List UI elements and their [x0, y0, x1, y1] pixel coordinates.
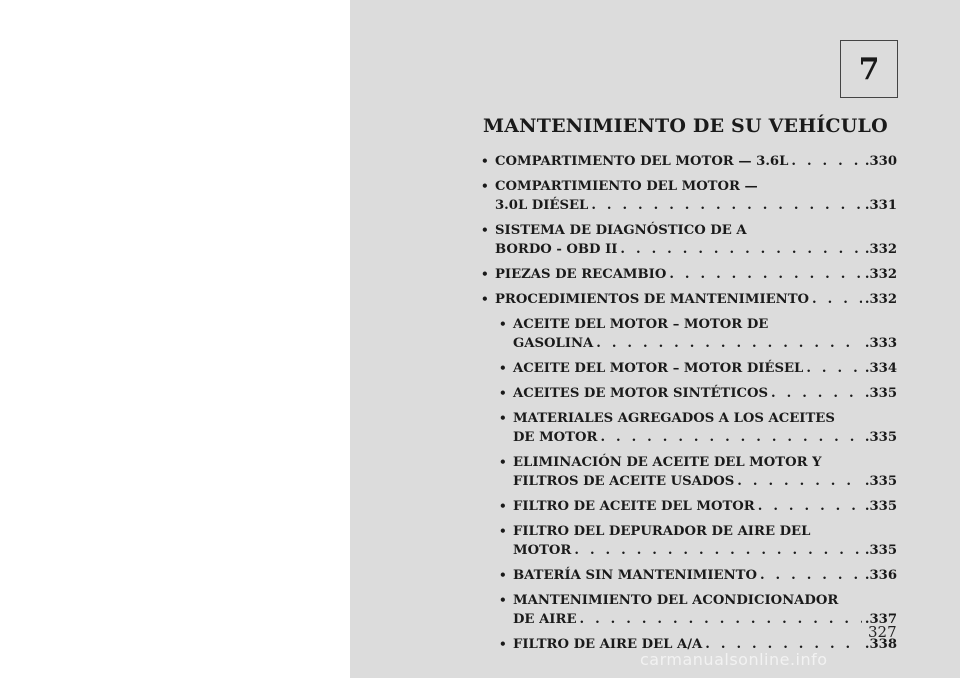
- watermark: carmanualsonline.info: [640, 650, 828, 669]
- toc-entry-title: ACEITE DEL MOTOR – MOTOR DE: [513, 317, 769, 332]
- bullet-icon: •: [499, 411, 507, 425]
- toc-entry-title: FILTRO DE ACEITE DEL MOTOR: [513, 499, 755, 514]
- bullet-icon: •: [499, 637, 507, 651]
- toc-entry-title-continued: DE MOTOR: [513, 430, 598, 445]
- toc-subentry[interactable]: [499, 566, 897, 585]
- dot-leader: [812, 290, 862, 309]
- toc-entry-page: .334: [864, 361, 897, 376]
- dot-leader: [574, 541, 862, 560]
- blank-left-page: [0, 0, 350, 678]
- toc-entry-title-continued: 3.0L DIÉSEL: [495, 198, 589, 213]
- toc-entry-title: PIEZAS DE RECAMBIO: [495, 267, 667, 282]
- bullet-icon: •: [481, 223, 489, 237]
- toc-entry-title-continued: BORDO - OBD II: [495, 242, 618, 257]
- toc-entry-page: .333: [864, 336, 897, 351]
- toc-subentry[interactable]: [499, 497, 897, 516]
- toc-entry-title-continued: GASOLINA: [513, 336, 594, 351]
- dot-leader: [580, 610, 862, 629]
- toc-subentry[interactable]: [499, 409, 897, 447]
- bullet-icon: •: [481, 292, 489, 306]
- toc-entry-page: .335: [864, 474, 897, 489]
- toc-subentry[interactable]: [499, 359, 897, 378]
- bullet-icon: •: [499, 455, 507, 469]
- bullet-icon: •: [481, 267, 489, 281]
- toc-subentry[interactable]: [499, 453, 897, 491]
- toc-entry-title-continued: FILTROS DE ACEITE USADOS: [513, 474, 735, 489]
- dot-leader: [806, 359, 862, 378]
- bullet-icon: •: [499, 361, 507, 375]
- table-of-contents: [481, 152, 897, 660]
- toc-subentry[interactable]: [499, 522, 897, 560]
- chapter-number: 7: [858, 51, 880, 87]
- toc-entry-page: .338: [864, 637, 897, 652]
- toc-entry-page: .335: [864, 499, 897, 514]
- dot-leader: [669, 265, 862, 284]
- toc-entry-page: .332: [864, 267, 897, 282]
- toc-entry-page: .332: [864, 292, 897, 307]
- toc-entry[interactable]: [481, 290, 897, 309]
- toc-entry-title-continued: MOTOR: [513, 543, 572, 558]
- dot-leader: [591, 196, 862, 215]
- toc-entry-page: .332: [864, 242, 897, 257]
- toc-entry-title: SISTEMA DE DIAGNÓSTICO DE A: [495, 223, 747, 238]
- toc-entry-title: MANTENIMIENTO DEL ACONDICIONADOR: [513, 593, 839, 608]
- toc-entry-title: BATERÍA SIN MANTENIMIENTO: [513, 568, 757, 583]
- toc-entry-page: .335: [864, 386, 897, 401]
- chapter-number-box: [840, 40, 898, 98]
- bullet-icon: •: [499, 568, 507, 582]
- bullet-icon: •: [499, 386, 507, 400]
- dot-leader: [791, 152, 862, 171]
- bullet-icon: •: [499, 524, 507, 538]
- toc-entry-title: ACEITE DEL MOTOR – MOTOR DIÉSEL: [513, 361, 804, 376]
- section-title: MANTENIMIENTO DE SU VEHÍCULO: [483, 115, 888, 137]
- toc-entry-title: COMPARTIMIENTO DEL MOTOR —: [495, 179, 758, 194]
- toc-entry-title: FILTRO DEL DEPURADOR DE AIRE DEL: [513, 524, 811, 539]
- dot-leader: [771, 384, 862, 403]
- dot-leader: [760, 566, 862, 585]
- toc-entry-title: MATERIALES AGREGADOS A LOS ACEITES: [513, 411, 835, 426]
- toc-entry-title: COMPARTIMENTO DEL MOTOR — 3.6L: [495, 154, 789, 169]
- bullet-icon: •: [481, 154, 489, 168]
- toc-subentry[interactable]: [499, 591, 897, 629]
- toc-entry-title: FILTRO DE AIRE DEL A/A: [513, 637, 703, 652]
- toc-entry-page: .337: [864, 612, 897, 627]
- toc-entry-title: ACEITES DE MOTOR SINTÉTICOS: [513, 386, 769, 401]
- dot-leader: [620, 240, 861, 259]
- dot-leader: [596, 334, 862, 353]
- dot-leader: [600, 428, 861, 447]
- toc-subentry[interactable]: [499, 315, 897, 353]
- toc-entry-page: .335: [864, 430, 897, 445]
- toc-entry[interactable]: [481, 221, 897, 259]
- toc-entry-title-continued: DE AIRE: [513, 612, 577, 627]
- toc-entry-page: .330: [864, 154, 897, 169]
- toc-entry-page: .335: [864, 543, 897, 558]
- toc-entry[interactable]: [481, 265, 897, 284]
- bullet-icon: •: [499, 317, 507, 331]
- toc-entry[interactable]: [481, 177, 897, 215]
- toc-entry-page: .331: [864, 198, 897, 213]
- bullet-icon: •: [481, 179, 489, 193]
- dot-leader: [737, 472, 862, 491]
- dot-leader: [758, 497, 862, 516]
- toc-subentry[interactable]: [499, 384, 897, 403]
- toc-entry-title: PROCEDIMIENTOS DE MANTENIMIENTO: [495, 292, 810, 307]
- toc-entry-title: ELIMINACIÓN DE ACEITE DEL MOTOR Y: [513, 455, 822, 470]
- bullet-icon: •: [499, 593, 507, 607]
- bullet-icon: •: [499, 499, 507, 513]
- toc-entry-page: .336: [864, 568, 897, 583]
- page-number: 327: [868, 623, 897, 641]
- toc-entry[interactable]: [481, 152, 897, 171]
